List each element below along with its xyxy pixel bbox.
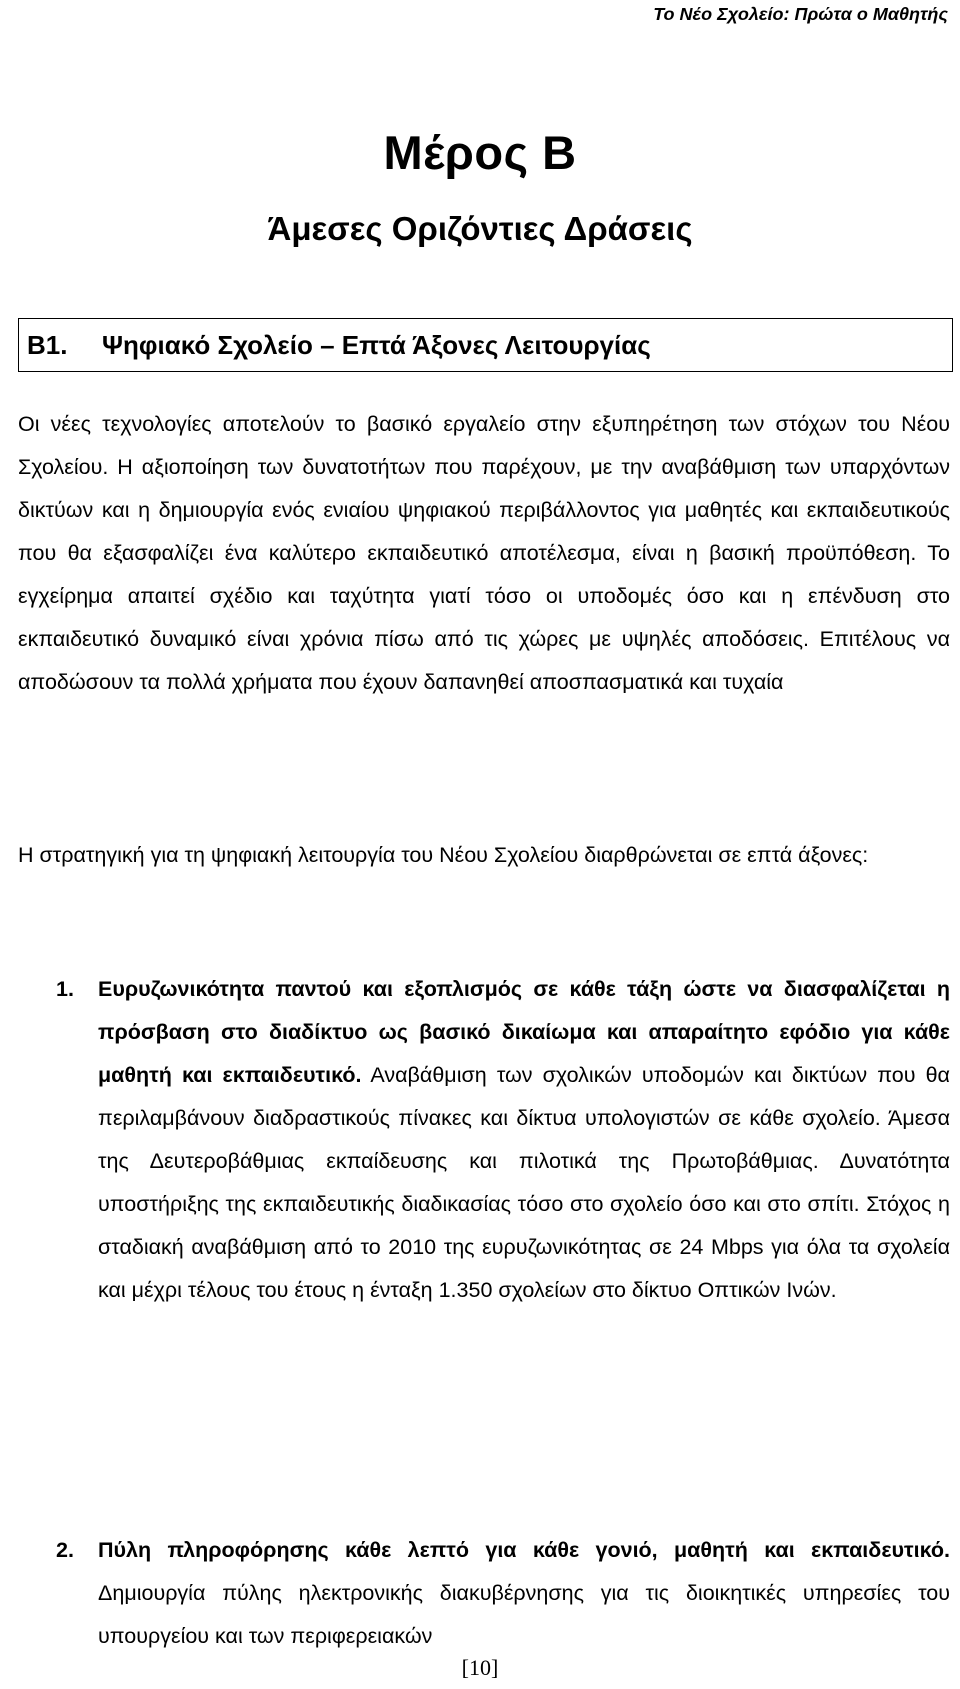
- axis-list-item: [18, 1529, 950, 1658]
- section-number: Β1.: [27, 330, 68, 360]
- axis-number: 2.: [56, 1538, 74, 1562]
- strategy-paragraph: Η στρατηγική για τη ψηφιακή λειτουργία του Νέου Σχολείου διαρθρώνεται σε επτά άξονες:: [18, 843, 869, 867]
- part-title: Μέρος Β: [383, 126, 577, 179]
- part-subtitle: Άμεσες Οριζόντιες Δράσεις: [267, 210, 693, 247]
- running-header: Το Νέο Σχολείο: Πρώτα ο Μαθητής: [653, 4, 948, 24]
- axis-text: Αναβάθμιση των σχολικών υποδομών και δικτύων που θα περιλαμβάνουν διαδραστικούς πίνακες και δίκτυα υπολογιστών σε κάθε σχολείο. Άμεσα της Δευτεροβάθμιας εκπαίδευσης και πιλοτικά της Πρωτοβάθμιας. Δυνατότητα υποστήριξης της εκπαιδευτικής διαδικασίας τόσο στο σχολείο όσο και στο σπίτι. Στόχος η σταδιακή αναβάθμιση από το 2010 της ευρυζωνικότητας σε 24 Mbps για όλα τα σχολεία και μέχρι τέλους του έτους η ένταξη 1.350 σχολείων στο δίκτυο Οπτικών Ινών.: [98, 1063, 950, 1302]
- axis-heading: Πύλη πληροφόρησης κάθε λεπτό για κάθε γονιό, μαθητή και εκπαιδευτικό.: [98, 1538, 950, 1562]
- intro-paragraph: Οι νέες τεχνολογίες αποτελούν το βασικό εργαλείο στην εξυπηρέτηση των στόχων του Νέου Σχολείου. Η αξιοποίηση των δυνατοτήτων που παρέχουν, με την αναβάθμιση των υπαρχόντων δικτύων και η δημιουργία ενός ενιαίου ψηφιακού περιβάλλοντος για μαθητές και εκπαιδευτικούς που θα εξασφαλίζει ένα καλύτερο εκπαιδευτικό αποτέλεσμα, είναι η βασική προϋπόθεση. Το εγχείρημα απαιτεί σχέδιο και ταχύτητα γιατί τόσο οι υποδομές όσο και η επένδυση στο εκπαιδευτικό δυναμικό είναι χρόνια πίσω από τις χώρες με υψηλές αποδόσεις. Επιτέλους να αποδώσουν τα πολλά χρήματα που έχουν δαπανηθεί αποσπασματικά και τυχαία: [18, 412, 950, 694]
- page-number: [10]: [461, 1655, 499, 1680]
- section-title: Ψηφιακό Σχολείο – Επτά Άξονες Λειτουργίας: [102, 330, 651, 360]
- axis-text: Δημιουργία πύλης ηλεκτρονικής διακυβέρνησης για τις διοικητικές υπηρεσίες του υπουργείου και των περιφερειακών: [98, 1581, 950, 1648]
- axis-heading: Ευρυζωνικότητα παντού και εξοπλισμός σε κάθε τάξη ώστε να διασφαλίζεται η πρόσβαση στο διαδίκτυο ως βασικό δικαίωμα και απαραίτητο εφόδιο για κάθε μαθητή και εκπαιδευτικό.: [98, 977, 950, 1087]
- axis-list-item: [18, 968, 950, 1312]
- section-heading-box: [18, 318, 953, 372]
- axis-number: 1.: [56, 977, 74, 1001]
